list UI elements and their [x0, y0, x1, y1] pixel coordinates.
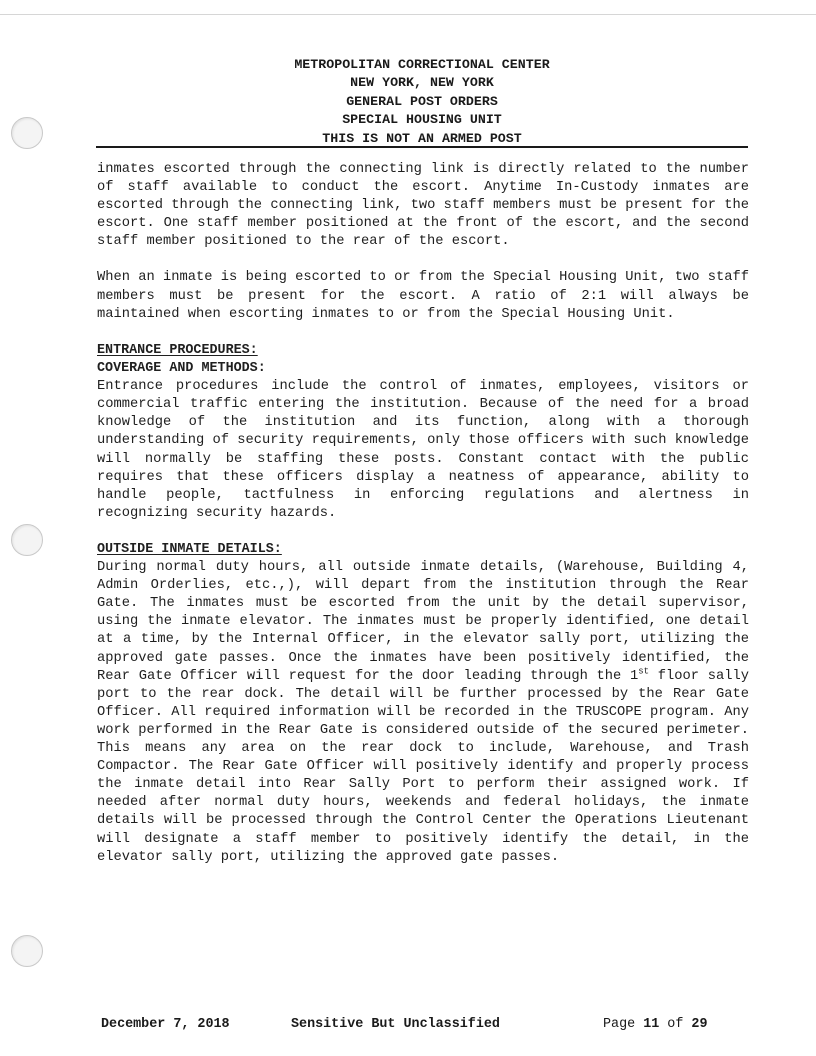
paragraph-outside-details — [97, 559, 749, 867]
paragraph-outside-details-part2: floor sally port to the rear dock. The detail will be further processed by the Rear Gate Officer. All required information will be recorded in the TRUSCOPE program. Any work performed in the Rear Gate is considered outside of the secured perimeter. This means any area on the rear dock to include, Warehouse, and Trash Compactor. The Rear Gate Officer will positively identify and properly process the inmate detail into Rear Sally Port to perform their assigned work. If needed after normal duty hours, weekends and federal holidays, the inmate details will be processed through the Control Center the Operations Lieutenant will designate a staff member to positively identify the detail, in the elevator sally port, utilizing the approved gate passes. — [97, 668, 749, 865]
header-location: NEW YORK, NEW YORK — [350, 75, 494, 91]
page-current: 11 — [643, 1017, 660, 1032]
ordinal-suffix: st — [638, 666, 650, 677]
document-body — [97, 161, 749, 867]
section-heading-entrance: ENTRANCE PROCEDURES: — [97, 342, 258, 358]
section-heading-outside-details: OUTSIDE INMATE DETAILS: — [97, 541, 282, 557]
header-unit: SPECIAL HOUSING UNIT — [342, 112, 502, 128]
header-doc-type: GENERAL POST ORDERS — [346, 93, 498, 109]
punch-hole — [11, 117, 43, 149]
scan-edge-line — [0, 14, 816, 15]
paragraph-entrance: Entrance procedures include the control of inmates, employees, visitors or commercial traffic entering the institution. Because of the need for a broad knowledge of the institution and its function, along with a thorough understanding of security requirements, only those officers with such knowledge will normally be staffing these posts. Constant contact with the public requires that these officers display a neatness of appearance, ability to handle people, tactfulness in enforcing regulations and alertness in recognizing security hazards. — [97, 379, 749, 521]
paragraph-shu-escort: When an inmate is being escorted to or from the Special Housing Unit, two staff members must be present for the escort. A ratio of 2:1 will always be maintained when escorting inmates to or from the Special Housing Unit. — [97, 270, 749, 322]
punch-hole — [11, 935, 43, 967]
header-divider — [96, 146, 748, 148]
page-total: 29 — [691, 1017, 708, 1032]
subheading-coverage: COVERAGE AND METHODS: — [97, 360, 266, 376]
header-armed-status: THIS IS NOT AN ARMED POST — [322, 130, 522, 146]
paragraph-outside-details-part1: During normal duty hours, all outside inmate details, (Warehouse, Building 4, Admin Orderlies, etc.,), will depart from the institution through the Rear Gate. The inmates must be escorted from the unit by the detail supervisor, using the inmate elevator. The inmates must be properly identified, one detail at a time, by the Internal Officer, in the elevator sally port, utilizing the approved gate passes. Once the inmates have been positively identified, the Rear Gate Officer will request for the door leading through the 1 — [97, 560, 749, 684]
paragraph-escort-link: inmates escorted through the connecting link is directly related to the number of staff available to conduct the escort. Anytime In-Custody inmates are escorted through the connecting link, two staff members must be present for the escort. One staff member positioned at the front of the escort, and the second staff member positioned to the rear of the escort. — [97, 162, 749, 250]
header-institution: METROPOLITAN CORRECTIONAL CENTER — [294, 57, 550, 72]
footer-page-number — [603, 1017, 708, 1032]
page-prefix: Page — [603, 1017, 644, 1032]
document-header — [96, 56, 748, 148]
punch-hole — [11, 524, 43, 556]
page-of: of — [659, 1017, 692, 1032]
footer-classification: Sensitive But Unclassified — [291, 1017, 500, 1032]
footer-date: December 7, 2018 — [101, 1017, 230, 1032]
